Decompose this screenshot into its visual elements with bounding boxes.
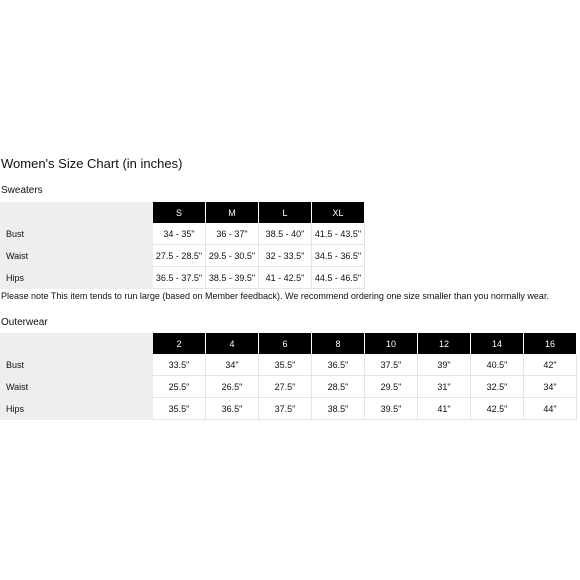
size-header: S xyxy=(153,202,206,223)
row-label-bust: Bust xyxy=(0,354,153,376)
table-cell: 38.5 - 39.5" xyxy=(206,267,259,289)
table-cell: 38.5 - 40" xyxy=(259,223,312,245)
sweaters-size-table xyxy=(0,202,365,289)
table-cell: 29.5 - 30.5" xyxy=(206,245,259,267)
row-label-hips: Hips xyxy=(0,398,153,420)
table-cell: 36.5" xyxy=(206,398,259,420)
table-cell: 27.5 - 28.5" xyxy=(153,245,206,267)
table-corner xyxy=(0,202,153,223)
size-header: 12 xyxy=(418,333,471,354)
section-label-sweaters: Sweaters xyxy=(1,185,43,196)
table-cell: 34" xyxy=(524,376,577,398)
page-title: Women's Size Chart (in inches) xyxy=(1,156,183,171)
table-cell: 36.5 - 37.5" xyxy=(153,267,206,289)
table-cell: 37.5" xyxy=(365,354,418,376)
table-cell: 36.5" xyxy=(312,354,365,376)
row-label-waist: Waist xyxy=(0,245,153,267)
table-cell: 42" xyxy=(524,354,577,376)
table-cell: 38.5" xyxy=(312,398,365,420)
table-cell: 40.5" xyxy=(471,354,524,376)
table-cell: 37.5" xyxy=(259,398,312,420)
table-cell: 41 - 42.5" xyxy=(259,267,312,289)
size-header: 6 xyxy=(259,333,312,354)
table-cell: 36 - 37" xyxy=(206,223,259,245)
table-cell: 35.5" xyxy=(259,354,312,376)
table-cell: 34.5 - 36.5" xyxy=(312,245,365,267)
table-cell: 29.5" xyxy=(365,376,418,398)
table-cell: 33.5" xyxy=(153,354,206,376)
size-header: 14 xyxy=(471,333,524,354)
table-cell: 32 - 33.5" xyxy=(259,245,312,267)
table-cell: 27.5" xyxy=(259,376,312,398)
size-header: M xyxy=(206,202,259,223)
row-label-hips: Hips xyxy=(0,267,153,289)
table-corner xyxy=(0,333,153,354)
table-cell: 32.5" xyxy=(471,376,524,398)
row-label-waist: Waist xyxy=(0,376,153,398)
table-cell: 34" xyxy=(206,354,259,376)
table-cell: 26.5" xyxy=(206,376,259,398)
size-header: 4 xyxy=(206,333,259,354)
size-header: L xyxy=(259,202,312,223)
table-cell: 34 - 35" xyxy=(153,223,206,245)
table-cell: 44.5 - 46.5" xyxy=(312,267,365,289)
table-cell: 35.5" xyxy=(153,398,206,420)
table-cell: 28.5" xyxy=(312,376,365,398)
section-label-outerwear: Outerwear xyxy=(1,317,48,328)
table-cell: 39.5" xyxy=(365,398,418,420)
size-header: 8 xyxy=(312,333,365,354)
size-header: 2 xyxy=(153,333,206,354)
row-label-bust: Bust xyxy=(0,223,153,245)
table-cell: 42.5" xyxy=(471,398,524,420)
table-cell: 41.5 - 43.5" xyxy=(312,223,365,245)
table-cell: 44" xyxy=(524,398,577,420)
size-header: 16 xyxy=(524,333,577,354)
table-cell: 39" xyxy=(418,354,471,376)
table-cell: 41" xyxy=(418,398,471,420)
table-cell: 31" xyxy=(418,376,471,398)
fit-note: Please note This item tends to run large (based on Member feedback). We recommend ordering one size smaller than you normally wear. xyxy=(1,291,549,301)
size-header: 10 xyxy=(365,333,418,354)
table-cell: 25.5" xyxy=(153,376,206,398)
outerwear-size-table xyxy=(0,333,577,420)
size-header: XL xyxy=(312,202,365,223)
